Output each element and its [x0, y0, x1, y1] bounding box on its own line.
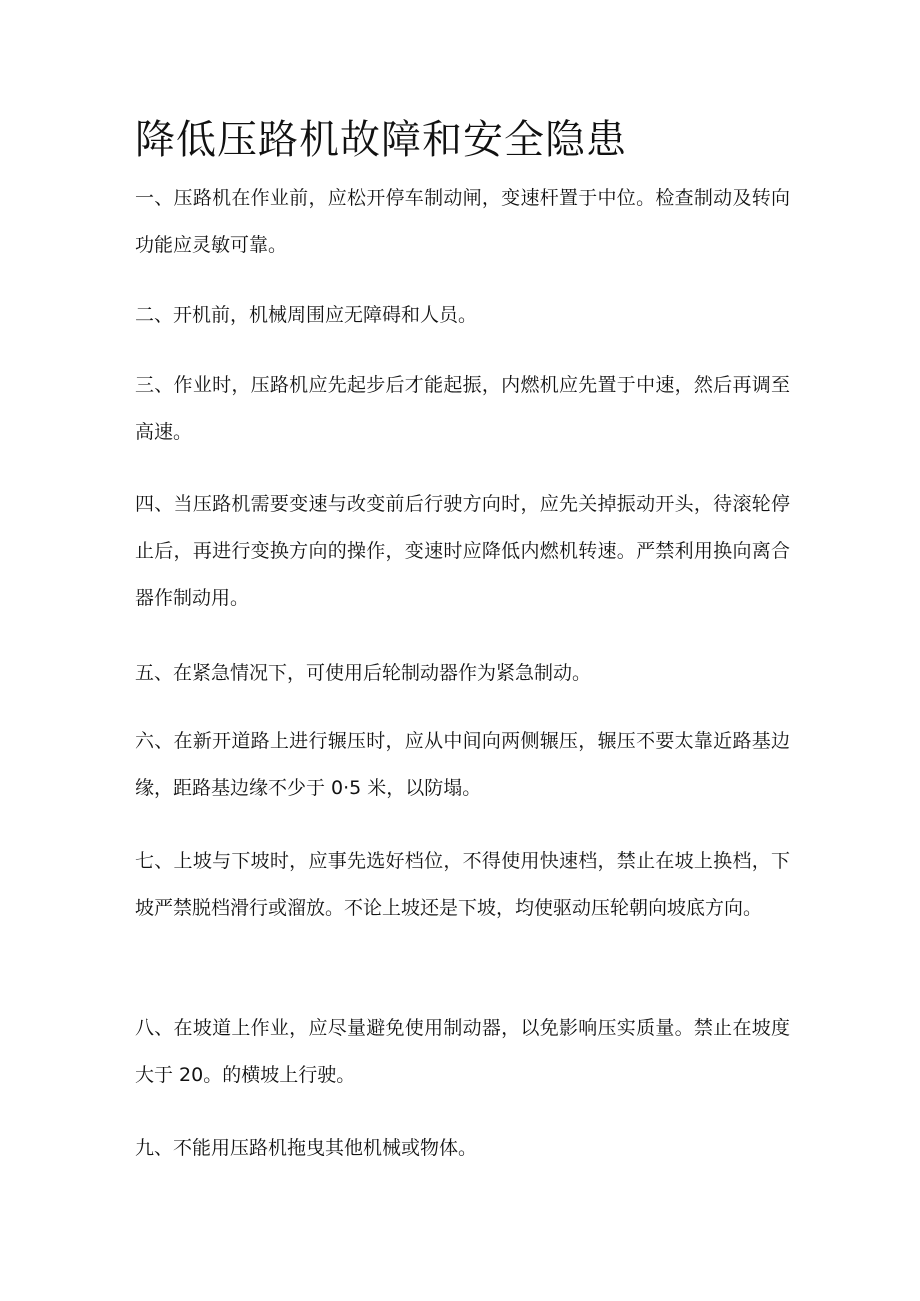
paragraph-5: 五、在紧急情况下，可使用后轮制动器作为紧急制动。: [135, 662, 592, 684]
paragraph-8: 八、在坡道上作业，应尽量避免使用制动器，以免影响压实质量。禁止在坡度大于 20。的横坡上行驶。: [135, 1017, 790, 1086]
paragraph-1: 一、压路机在作业前，应松开停车制动闸，变速杆置于中位。检查制动及转向功能应灵敏可靠。: [135, 187, 790, 256]
paragraph-4: 四、当压路机需要变速与改变前后行驶方向时，应先关掉振动开头，待滚轮停止后，再进行变换方向的操作，变速时应降低内燃机转速。严禁利用换向离合器作制动用。: [135, 493, 790, 609]
document-title: 降低压路机故障和安全隐患: [135, 117, 627, 163]
paragraph-2: 二、开机前，机械周围应无障碍和人员。: [135, 304, 478, 326]
paragraph-6: 六、在新开道路上进行辗压时，应从中间向两侧辗压，辗压不要太靠近路基边缘，距路基边缘不少于 0·5 米，以防塌。: [135, 730, 790, 799]
paragraph-3: 三、作业时，压路机应先起步后才能起振，内燃机应先置于中速，然后再调至高速。: [135, 374, 790, 443]
paragraph-7: 七、上坡与下坡时，应事先选好档位，不得使用快速档，禁止在坡上换档，下坡严禁脱档滑行或溜放。不论上坡还是下坡，均使驱动压轮朝向坡底方向。: [135, 850, 790, 919]
paragraph-9: 九、不能用压路机拖曳其他机械或物体。: [135, 1137, 478, 1159]
